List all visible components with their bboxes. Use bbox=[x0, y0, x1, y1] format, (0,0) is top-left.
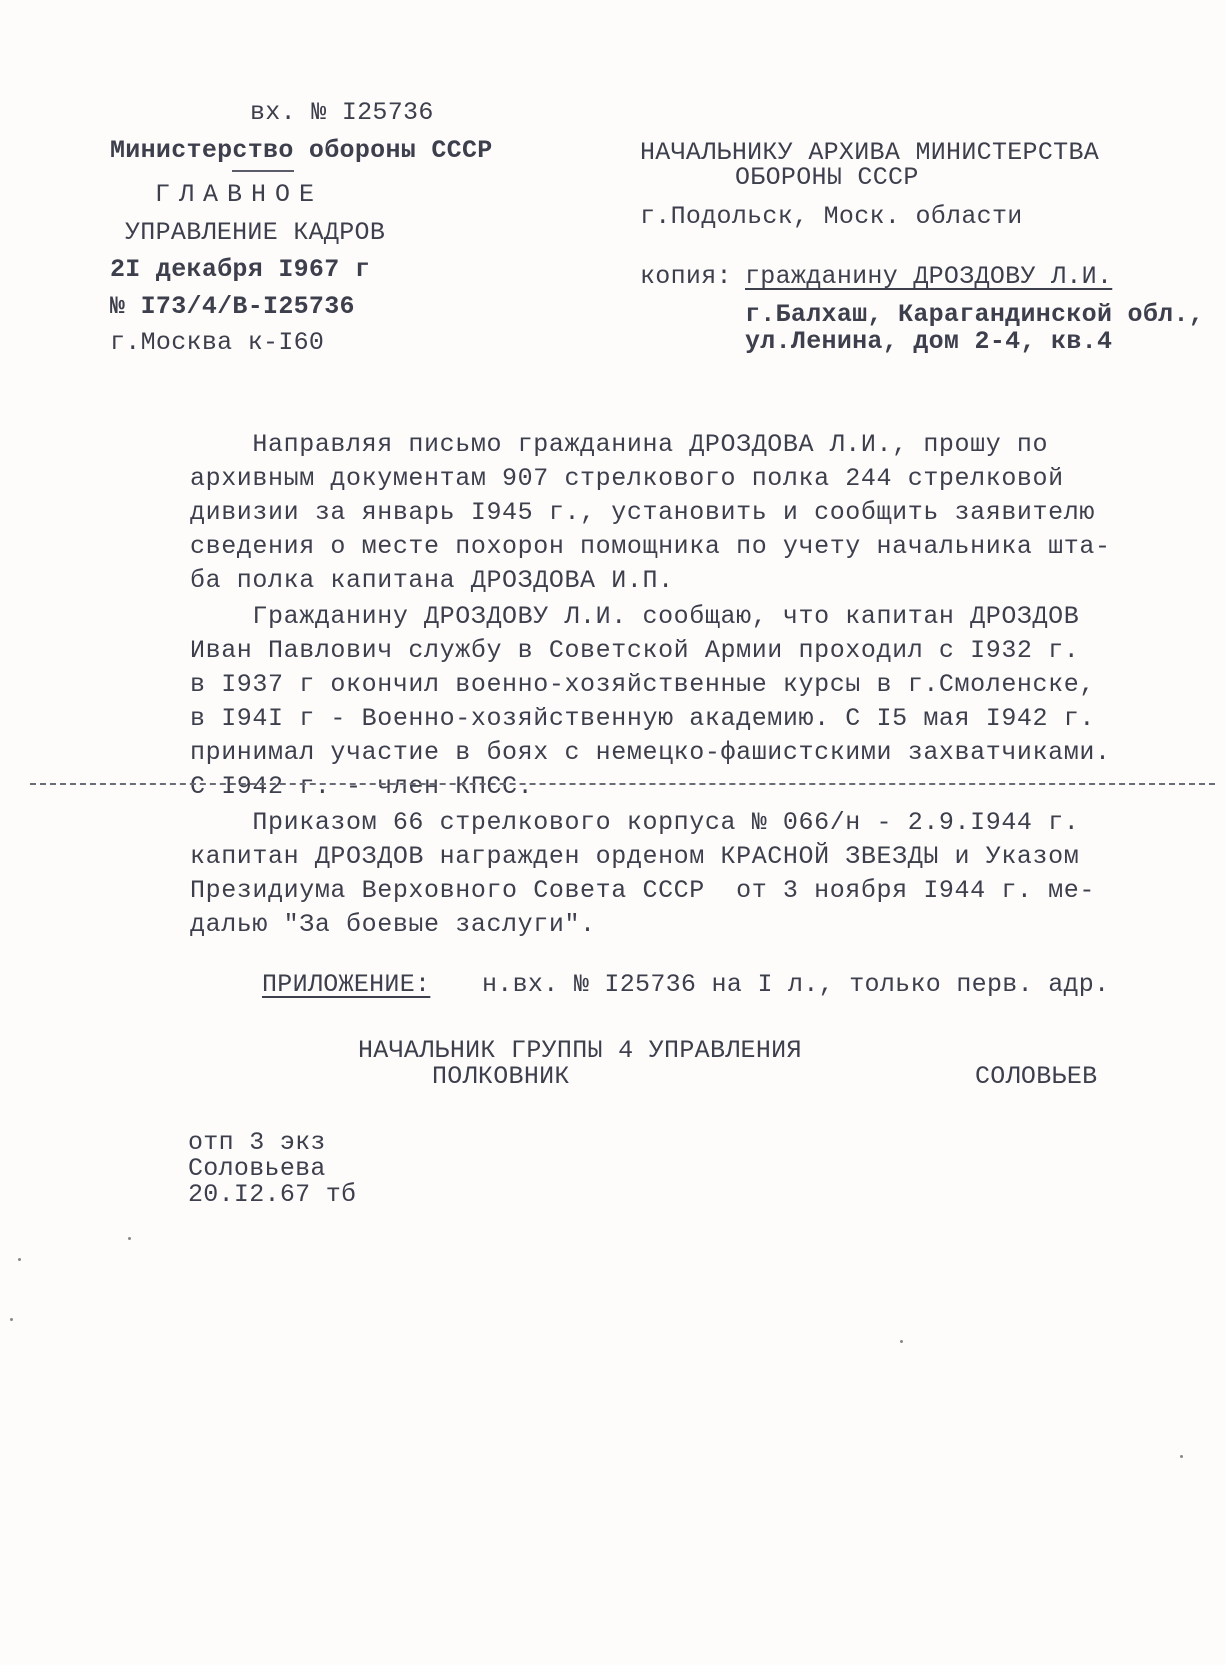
body-line: капитан ДРОЗДОВ награжден орденом КРАСНОЙ ЗВЕЗДЫ и Указом bbox=[190, 842, 1080, 871]
addressee-line-3: г.Подольск, Моск. области bbox=[640, 202, 1023, 231]
copy-recipient: гражданину ДРОЗДОВУ Л.И. bbox=[745, 262, 1113, 291]
signatory-title-2: ПОЛКОВНИК bbox=[432, 1062, 570, 1091]
body-line: архивным документам 907 стрелкового полка 244 стрелковой bbox=[190, 464, 1064, 493]
body-line: сведения о месте похорон помощника по учету начальника шта- bbox=[190, 532, 1111, 561]
paper-speck bbox=[900, 1340, 903, 1343]
copy-address-1: г.Балхаш, Карагандинской обл., bbox=[745, 300, 1205, 329]
incoming-number: вх. № I25736 bbox=[250, 98, 434, 127]
body-line: дивизии за январь I945 г., установить и сообщить заявителю bbox=[190, 498, 1095, 527]
attachment-text: н.вх. № I25736 на I л., только перв. адр. bbox=[482, 970, 1110, 999]
body-line: Иван Павлович службу в Советской Армии проходил с I932 г. bbox=[190, 636, 1080, 665]
body-line: Президиума Верховного Совета СССР от 3 ноября I944 г. ме- bbox=[190, 876, 1095, 905]
sender-city: г.Москва к-I60 bbox=[110, 328, 325, 357]
paper-speck bbox=[128, 1237, 131, 1240]
body-line: далью "За боевые заслуги". bbox=[190, 910, 596, 939]
copies-note: отп 3 экз bbox=[188, 1128, 326, 1157]
body-line: Гражданину ДРОЗДОВУ Л.И. сообщаю, что капитан ДРОЗДОВ bbox=[190, 602, 1080, 631]
ministry-name: Министерство обороны СССР bbox=[110, 136, 493, 165]
typist-name: Соловьева bbox=[188, 1154, 326, 1183]
registration-number: № I73/4/В-I25736 bbox=[110, 292, 355, 321]
letter-date: 2I декабря I967 г bbox=[110, 255, 371, 284]
copy-label: копия: bbox=[640, 262, 732, 291]
addressee-line-1: НАЧАЛЬНИКУ АРХИВА МИНИСТЕРСТВА bbox=[640, 138, 1100, 167]
body-line: Направляя письмо гражданина ДРОЗДОВА Л.И., прошу по bbox=[190, 430, 1049, 459]
addressee-line-2: ОБОРОНЫ СССР bbox=[735, 163, 919, 192]
directorate-line-1: ГЛАВНОЕ bbox=[155, 180, 324, 209]
body-line: С I942 г. - член КПСС. bbox=[190, 772, 534, 801]
body-line: в I937 г окончил военно-хозяйственные курсы в г.Смоленске, bbox=[190, 670, 1095, 699]
body-line: в I94I г - Военно-хозяйственную академию. С I5 мая I942 г. bbox=[190, 704, 1095, 733]
paper-speck bbox=[1180, 1455, 1183, 1458]
body-line: ба полка капитана ДРОЗДОВА И.П. bbox=[190, 566, 674, 595]
paper-speck bbox=[10, 1318, 13, 1321]
ministry-rule bbox=[232, 170, 294, 172]
typed-date: 20.I2.67 тб bbox=[188, 1180, 357, 1209]
signatory-name: СОЛОВЬЕВ bbox=[975, 1062, 1098, 1091]
body-line: принимал участие в боях с немецко-фашистскими захватчиками. bbox=[190, 738, 1111, 767]
attachment-label: ПРИЛОЖЕНИЕ: bbox=[262, 970, 431, 999]
paper-speck bbox=[18, 1258, 21, 1261]
copy-address-2: ул.Ленина, дом 2-4, кв.4 bbox=[745, 327, 1113, 356]
strike-through-line bbox=[30, 783, 1215, 785]
directorate-line-2: УПРАВЛЕНИЕ КАДРОВ bbox=[125, 218, 386, 247]
signatory-title-1: НАЧАЛЬНИК ГРУППЫ 4 УПРАВЛЕНИЯ bbox=[358, 1036, 802, 1065]
body-line: Приказом 66 стрелкового корпуса № 066/н - 2.9.I944 г. bbox=[190, 808, 1080, 837]
